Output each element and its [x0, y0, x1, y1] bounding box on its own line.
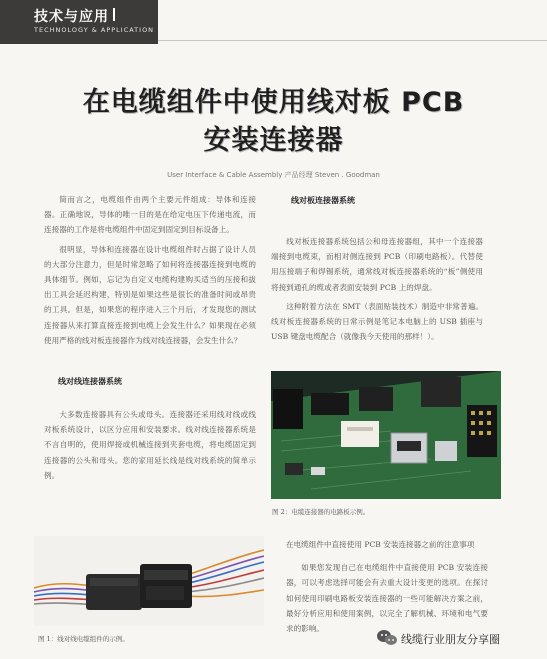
right-column-lower — [286, 537, 488, 636]
paragraph-smt: 这种附着方法在 SMT（表面贴装技术）制造中非常普遍。线对板连接器系统的日常示例是笔记本电脑上的 USB 插座与 USB 键盘电缆配合（就像我今天使用的那样！）。 — [271, 301, 483, 342]
figure2-caption: 图 2：电缆连接器的电路板示例。 — [272, 508, 370, 516]
figure-wire-to-wire-photo — [34, 536, 264, 626]
figure1-caption: 图 1：线对线电缆组件的示例。 — [38, 635, 129, 643]
paragraph-connector-focus: 很明显，导体和连接器在设计电缆组件时占据了设计人员的大部分注意力，但是时常忽略了如何将连接器连接到电缆的具体细节。例如，忘记为自定义电缆构建购买适当的压接和拔出工具会延迟构建，特别是如果这些是很长的准备时间或昂贵的工具。但是，如果您的程序进入三个月后，才发现您的测试连接器从来打算直接连接到电缆上会发生什么？如果现在必须使用严格的线对板连接器作为线对线连接器，会发生什么？ — [44, 244, 256, 345]
right-column — [271, 192, 483, 344]
paragraph-wire-to-wire: 大多数连接器具有公头或母头。连接器还采用线对线或线对板系统设计，以区分应用和安装要求。线对线连接器系统是不言自明的，使用焊接或机械连接到夹套电缆，将电缆固定到连接器的公头和母头。您的家用延长线是线对线系统的简单示例。 — [44, 410, 256, 480]
article-byline: User Interface & Cable Assembly 产品经理 Steven . Goodman — [167, 171, 380, 179]
heading-wire-to-board: 线对板连接器系统 — [291, 196, 355, 205]
subheading-pcb-considerations: 在电缆组件中直接使用 PCB 安装连接器之前的注意事项 — [286, 540, 475, 549]
figure-pcb-photo — [271, 371, 501, 499]
article-title-line2: 安装连接器 — [203, 125, 344, 156]
watermark-text: 线缆行业朋友分享圈 — [401, 633, 500, 646]
wire-harness-illustration — [34, 536, 264, 626]
section-subtitle: TECHNOLOGY & APPLICATION — [34, 26, 155, 34]
pcb-illustration — [271, 371, 501, 499]
paragraph-wire-to-board: 线对板连接器系统包括公和母连接器组，其中一个连接器端接到电缆束，而相对侧连接到 PCB（印刷电路板）。代替使用压接端子和焊锡系统，通常线对板连接器系统的“板”侧使用将接到通孔的缆或者表面安装到 PCB 上的焊盘。 — [271, 237, 483, 292]
paragraph-pcb-considerations: 如果您发现自己在电缆组件中直接使用 PCB 安装连接器，可以考虑选择可能会有去重大设计变更的选项。在探讨如何使用印刷电路板安装连接器的一些可能解决方案之前，最好分析应用和使用案例，以完全了解机械、环境和电气要求的影响。 — [286, 563, 488, 634]
header-rule — [158, 40, 547, 41]
heading-wire-to-wire: 线对线连接器系统 — [58, 377, 122, 387]
section-title: 技术与应用 — [34, 9, 109, 25]
wechat-icon — [376, 628, 398, 648]
article-title-line1: 在电缆组件中使用线对板 PCB — [82, 87, 465, 118]
section-divider — [113, 8, 115, 21]
paragraph-intro: 简而言之，电缆组件由两个主要元件组成：导体和连接器。正确地说，导体的唯一目的是在给定电压下传递电流，而连接器的工作是将电缆组件中固定到固定到目标设备上。 — [44, 195, 256, 235]
left-column — [44, 192, 256, 483]
